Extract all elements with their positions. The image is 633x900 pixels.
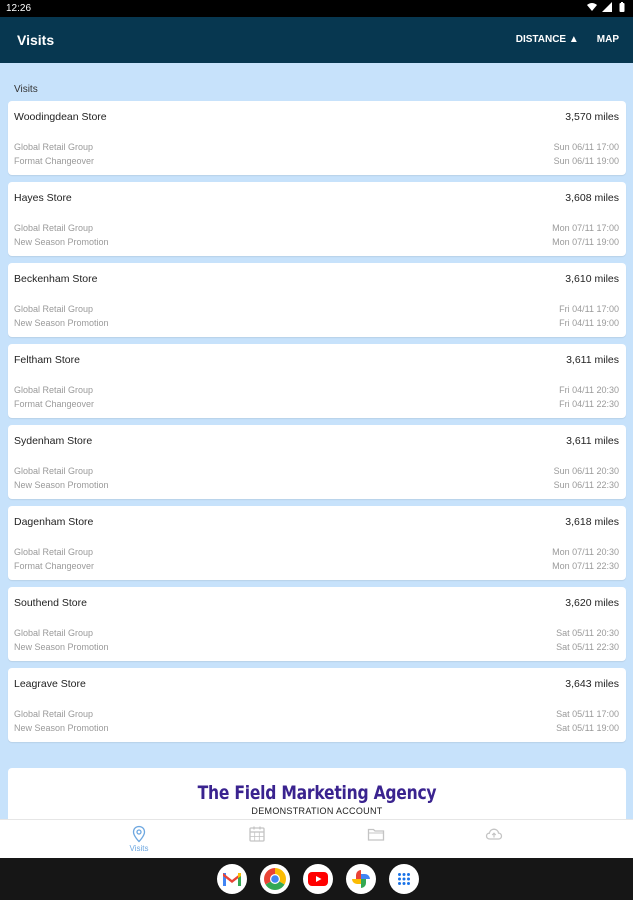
visit-type: Format Changeover — [14, 156, 95, 166]
visit-type: New Season Promotion — [14, 237, 109, 247]
cloud-upload-icon — [485, 825, 503, 843]
visit-start: Mon 07/11 20:30 — [552, 547, 619, 557]
gmail-icon[interactable] — [217, 864, 247, 894]
visit-type: New Season Promotion — [14, 723, 109, 733]
nav-calendar[interactable] — [227, 825, 287, 843]
visit-end: Mon 07/11 22:30 — [552, 561, 619, 571]
status-bar — [0, 0, 633, 17]
app-bar — [0, 17, 633, 63]
visit-client: Global Retail Group — [14, 709, 94, 719]
visit-distance: 3,620 miles — [565, 597, 619, 609]
visit-client: Global Retail Group — [14, 385, 94, 395]
visit-start: Sun 06/11 20:30 — [553, 466, 619, 476]
signal-icon — [602, 2, 612, 12]
visit-distance: 3,611 miles — [566, 435, 619, 447]
visit-start: Sat 05/11 17:00 — [556, 709, 619, 719]
visit-type: New Season Promotion — [14, 318, 109, 328]
android-taskbar — [0, 858, 633, 900]
folder-icon — [367, 825, 385, 843]
chrome-icon[interactable] — [260, 864, 290, 894]
gmail-glyph — [223, 872, 241, 886]
visit-store-name: Southend Store — [14, 597, 87, 609]
visit-card[interactable] — [8, 668, 626, 742]
visit-store-name: Woodingdean Store — [14, 111, 107, 123]
page-title: Visits — [17, 32, 55, 48]
photos-icon[interactable] — [346, 864, 376, 894]
app-drawer-icon[interactable] — [389, 864, 419, 894]
nav-visits-label: Visits — [129, 844, 149, 853]
chrome-glyph — [264, 868, 286, 890]
visit-end: Sun 06/11 22:30 — [553, 480, 619, 490]
visit-start: Sat 05/11 20:30 — [556, 628, 619, 638]
status-time: 12:26 — [6, 3, 32, 14]
visit-client: Global Retail Group — [14, 223, 94, 233]
visit-card[interactable] — [8, 101, 626, 175]
app-dock — [217, 864, 419, 894]
visit-end: Sun 06/11 19:00 — [553, 156, 619, 166]
visit-distance: 3,618 miles — [565, 516, 619, 528]
bottom-nav — [0, 819, 633, 858]
app-bar-actions — [516, 34, 619, 45]
visit-store-name: Sydenham Store — [14, 435, 93, 447]
map-button[interactable]: MAP — [596, 34, 619, 45]
visit-type: Format Changeover — [14, 561, 95, 571]
visit-start: Fri 04/11 20:30 — [559, 385, 619, 395]
visit-card[interactable] — [8, 425, 626, 499]
visit-client: Global Retail Group — [14, 547, 94, 557]
visit-start: Sun 06/11 17:00 — [553, 142, 619, 152]
visit-end: Fri 04/11 19:00 — [559, 318, 619, 328]
visit-store-name: Hayes Store — [14, 192, 72, 204]
visits-content[interactable] — [0, 63, 633, 819]
system-icons — [587, 2, 627, 12]
visit-card[interactable] — [8, 182, 626, 256]
visit-distance: 3,570 miles — [565, 111, 619, 123]
section-label: Visits — [14, 84, 38, 95]
app-drawer-glyph — [397, 872, 411, 886]
visit-client: Global Retail Group — [14, 304, 94, 314]
visit-type: Format Changeover — [14, 399, 95, 409]
visit-card[interactable] — [8, 506, 626, 580]
location-pin-icon — [130, 825, 148, 843]
visit-store-name: Beckenham Store — [14, 273, 98, 285]
wifi-icon — [587, 2, 597, 12]
sort-distance-button[interactable]: DISTANCE ▲ — [515, 34, 579, 45]
visit-type: New Season Promotion — [14, 642, 109, 652]
visit-card[interactable] — [8, 344, 626, 418]
calendar-icon — [248, 825, 266, 843]
nav-sync[interactable] — [464, 825, 524, 843]
nav-visits[interactable] — [109, 825, 169, 853]
visit-distance: 3,610 miles — [565, 273, 619, 285]
visits-list — [8, 101, 626, 749]
visit-end: Sat 05/11 19:00 — [556, 723, 619, 733]
visit-distance: 3,643 miles — [565, 678, 619, 690]
youtube-glyph — [308, 872, 328, 886]
visit-end: Fri 04/11 22:30 — [559, 399, 619, 409]
visit-store-name: Leagrave Store — [14, 678, 86, 690]
visit-card[interactable] — [8, 263, 626, 337]
visit-client: Global Retail Group — [14, 628, 94, 638]
visit-start: Fri 04/11 17:00 — [559, 304, 619, 314]
agency-logo-text: The Field Marketing Agency — [197, 782, 437, 804]
visit-end: Sat 05/11 22:30 — [556, 642, 619, 652]
visit-type: New Season Promotion — [14, 480, 109, 490]
visit-store-name: Dagenham Store — [14, 516, 94, 528]
account-label: DEMONSTRATION ACCOUNT — [251, 806, 383, 816]
visit-end: Mon 07/11 19:00 — [552, 237, 619, 247]
battery-icon — [617, 2, 627, 12]
nav-folder[interactable] — [346, 825, 406, 843]
visit-store-name: Feltham Store — [14, 354, 80, 366]
photos-glyph — [351, 869, 371, 889]
visit-distance: 3,611 miles — [566, 354, 619, 366]
youtube-icon[interactable] — [303, 864, 333, 894]
visit-distance: 3,608 miles — [565, 192, 619, 204]
visit-card[interactable] — [8, 587, 626, 661]
visit-start: Mon 07/11 17:00 — [552, 223, 619, 233]
agency-banner — [8, 768, 626, 819]
visit-client: Global Retail Group — [14, 142, 94, 152]
visit-client: Global Retail Group — [14, 466, 94, 476]
